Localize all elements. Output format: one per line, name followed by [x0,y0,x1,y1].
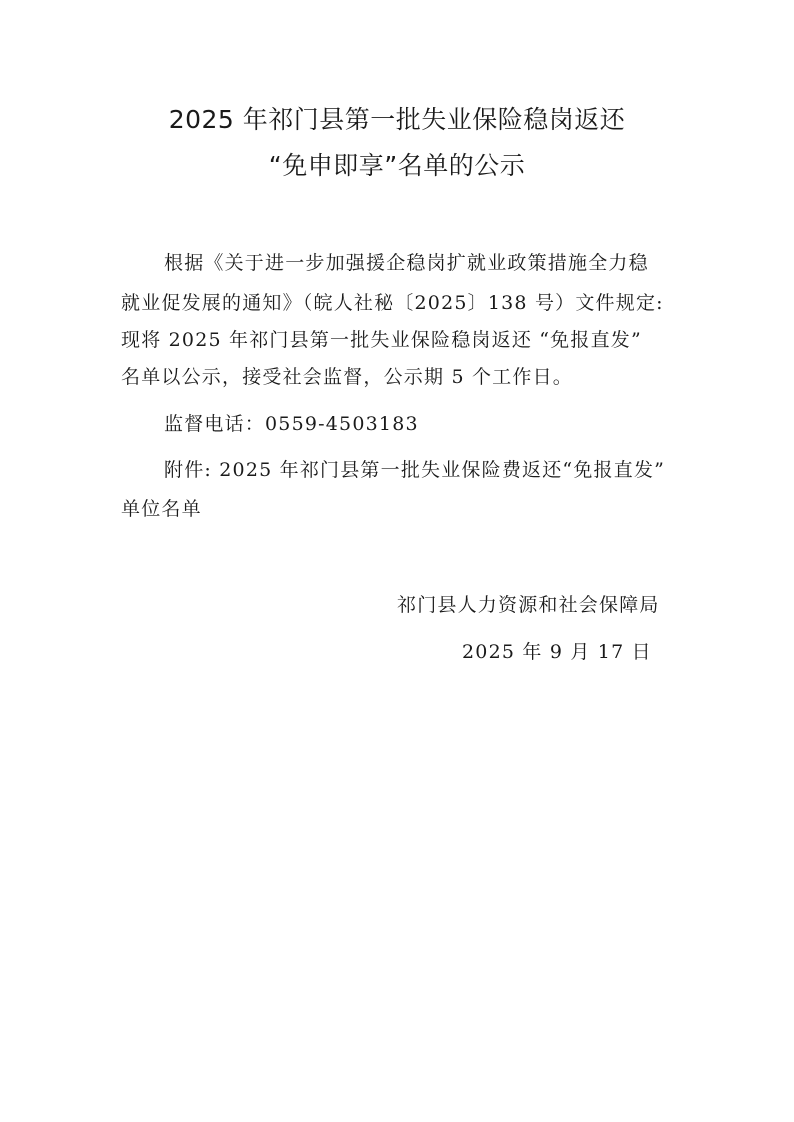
body-paragraph-line: 根据《关于进一步加强援企稳岗扩就业政策措施全力稳 [164,252,649,274]
body-paragraph-line: 现将 2025 年祁门县第一批失业保险稳岗返还 “免报直发” [121,329,642,351]
hotline-text: 监督电话：0559-4503183 [164,413,419,435]
signature-date: 2025 年 9 月 17 日 [462,641,652,663]
attachment-line: 单位名单 [121,498,202,520]
body-paragraph-line: 名单以公示，接受社会监督，公示期 5 个工作日。 [121,366,573,388]
attachment-line: 附件: 2025 年祁门县第一批失业保险费返还“免报直发” [164,459,666,481]
document-title-line-2: “免申即享”名单的公示 [268,151,526,180]
body-paragraph-line: 就业促发展的通知》（皖人社秘〔2025〕138 号）文件规定: [121,292,664,314]
document-title-line-1: 2025 年祁门县第一批失业保险稳岗返还 [168,105,626,134]
signature-organization: 祁门县人力资源和社会保障局 [397,594,660,616]
